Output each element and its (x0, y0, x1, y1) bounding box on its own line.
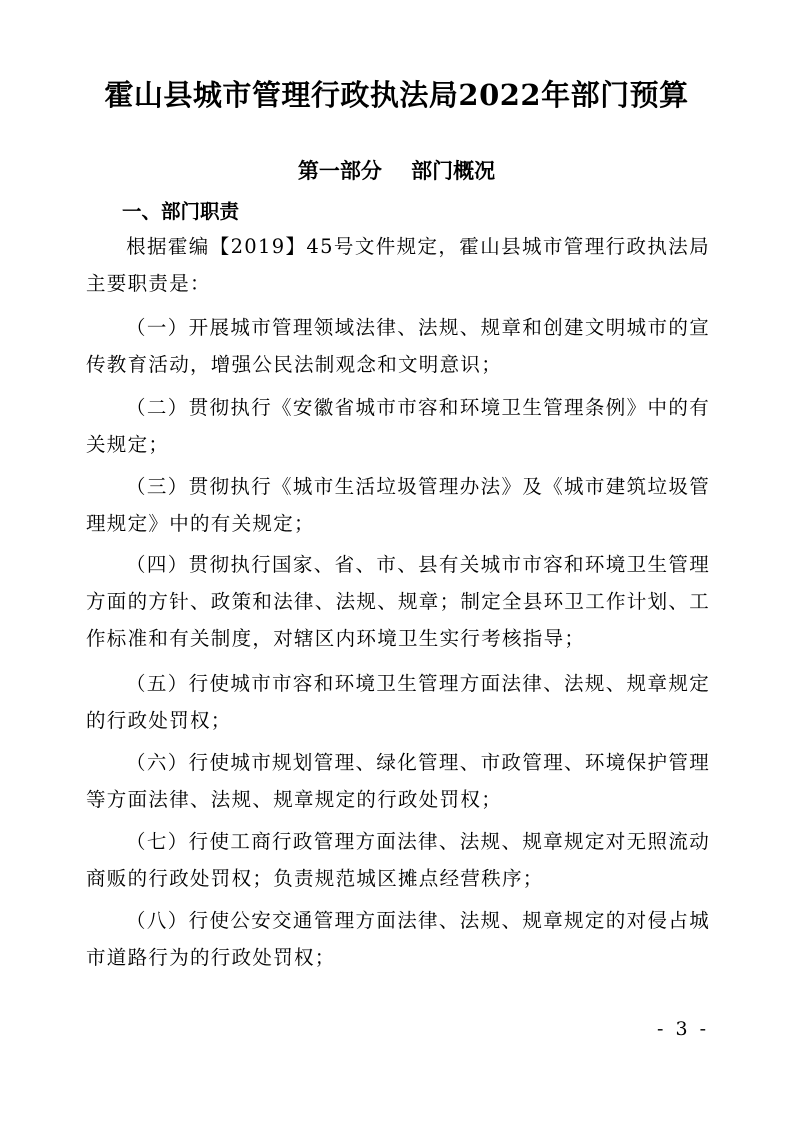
paragraph-text: （三）贯彻执行《城市生活垃圾管理办法》及《城市建筑垃圾管理规定》中的有关规定； (86, 475, 710, 535)
part-title: 第一部分 部门概况 (297, 159, 496, 183)
paragraph-text: （二）贯彻执行《安徽省城市市容和环境卫生管理条例》中的有关规定； (86, 396, 710, 456)
paragraph-text: （七）行使工商行政管理方面法律、法规、规章规定对无照流动商贩的行政处罚权；负责规范城区摊点经营秩序； (86, 830, 710, 890)
paragraph (86, 309, 710, 383)
paragraph (86, 468, 710, 542)
paragraph (86, 389, 710, 463)
paragraph-text: 根据霍编【2019】45号文件规定，霍山县城市管理行政执法局主要职责是： (86, 235, 710, 295)
section-heading: 一、部门职责 (122, 200, 240, 223)
paragraph (86, 546, 710, 657)
paragraph (86, 902, 710, 976)
paragraph-text: （一）开展城市管理领域法律、法规、规章和创建文明城市的宣传教育活动，增强公民法制观念和文明意识； (86, 316, 710, 376)
paragraph-text: （六）行使城市规划管理、绿化管理、市政管理、环境保护管理等方面法律、法规、规章规定的行政处罚权； (86, 751, 710, 811)
paragraph-text: （八）行使公安交通管理方面法律、法规、规章规定的对侵占城市道路行为的行政处罚权； (86, 909, 710, 969)
paragraph (86, 228, 710, 302)
paragraph (86, 744, 710, 818)
document-title: 霍山县城市管理行政执法局2022年部门预算 (104, 78, 689, 112)
paragraph (86, 823, 710, 897)
page-number: - 3 - (656, 1018, 709, 1040)
paragraph-text: （五）行使城市市容和环境卫生管理方面法律、法规、规章规定的行政处罚权； (86, 672, 710, 732)
paragraph (86, 665, 710, 739)
paragraph-text: （四）贯彻执行国家、省、市、县有关城市市容和环境卫生管理方面的方针、政策和法律、法规、规章；制定全县环卫工作计划、工作标准和有关制度，对辖区内环境卫生实行考核指导； (86, 553, 711, 650)
